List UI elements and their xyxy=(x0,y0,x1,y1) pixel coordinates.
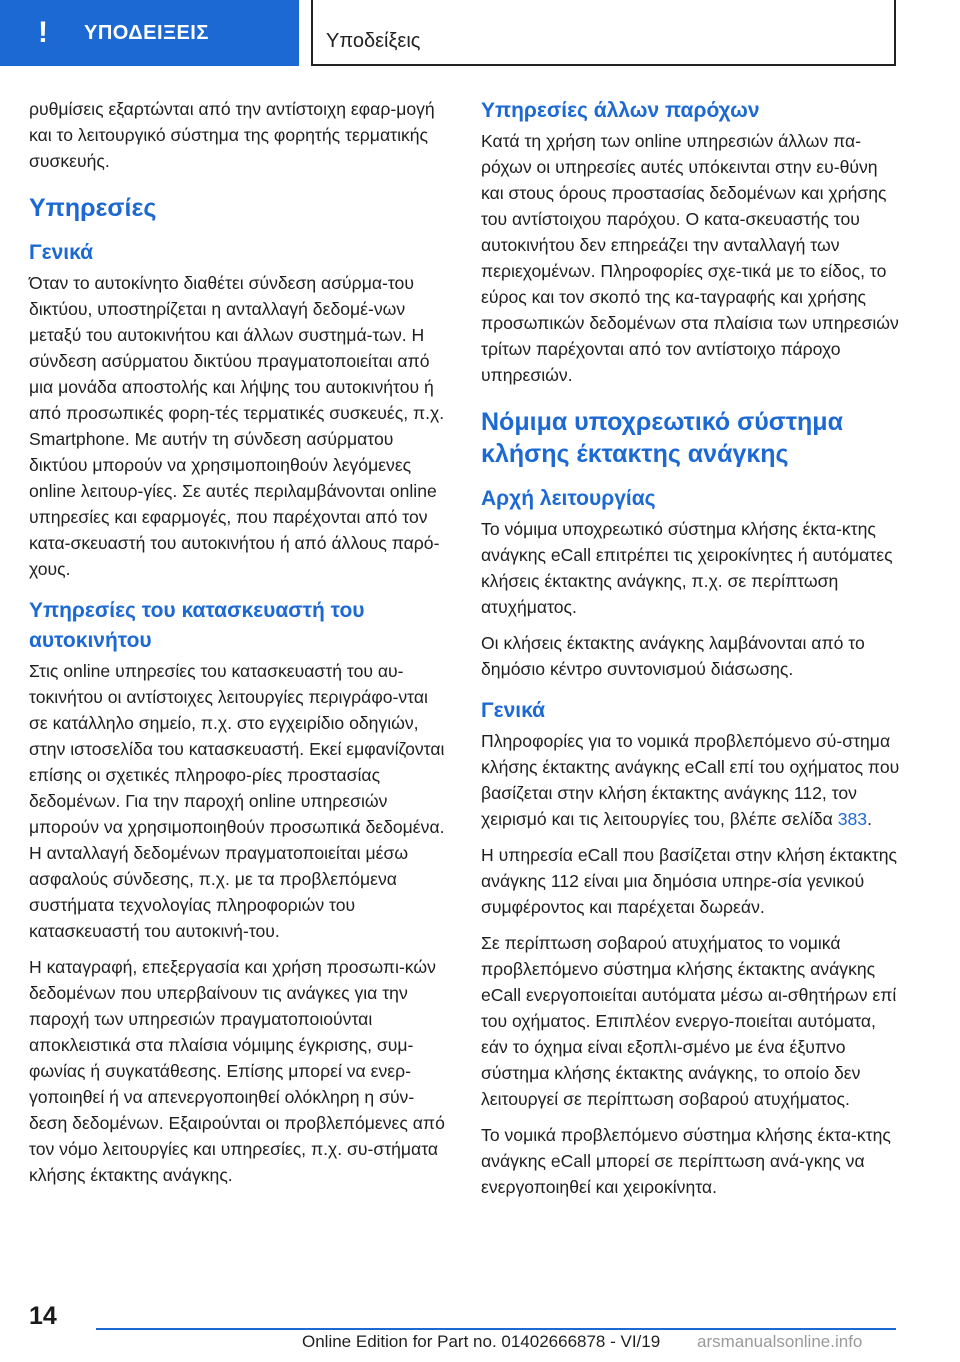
page-number: 14 xyxy=(29,1302,57,1330)
page-reference-link[interactable]: 383 xyxy=(837,809,868,829)
heading-general-ecall: Γενικά xyxy=(481,699,546,722)
heading-services: Υπηρεσίες xyxy=(29,194,157,222)
recording-paragraph: Η καταγραφή, επεξεργασία και χρήση προσωπι-κών δεδομένων που υπερβαίνουν τις ανάγκες για την παροχή των υπηρεσιών πραγματοποιούνται αποκλειστικά στα πλαίσια νόμιμης έγκρισης, συμ-φωνίας ή συγκατάθεσης. Επίσης μπορεί να ενερ-γοποιηθεί ή να απενεργοποιηθεί ολόκληρη η σύν-δεση δεδομένων. Εξαιρούνται οι προβλεπόμενες από τον νόμο λειτουργίες και υπηρεσίες, π.χ. συ-στήματα κλήσης έκτακτης ανάγκης. xyxy=(29,957,445,1185)
general-ecall-text: Πληροφορίες για το νομικά προβλεπόμενο σύ-στημα κλήσης έκτακτης ανάγκης eCall επί του οχήματος που βασίζεται στην κλήση έκτακτης ανάγκης 112, τον χειρισμό και τις λειτουργίες του, βλέπε σελίδα xyxy=(481,731,900,829)
manual-activation-paragraph: Το νομικά προβλεπόμενο σύστημα κλήσης έκτα-κτης ανάγκης eCall μπορεί σε περίπτωση ανά-γκης να ενεργοποιηθεί και χειροκίνητα. xyxy=(481,1125,891,1197)
left-column xyxy=(29,96,447,1198)
heading-general: Γενικά xyxy=(29,241,94,264)
principle-paragraph-2: Οι κλήσεις έκτακτης ανάγκης λαμβάνονται από το δημόσιο κέντρο συντονισμού διάσωσης. xyxy=(481,633,865,679)
general-ecall-end: . xyxy=(867,809,872,829)
general-ecall-paragraph xyxy=(481,728,901,832)
heading-principle: Αρχή λειτουργίας xyxy=(481,487,656,510)
watermark: arsmanualsonline.info xyxy=(697,1332,863,1351)
footer-rule xyxy=(96,1328,896,1330)
manufacturer-paragraph: Στις online υπηρεσίες του κατασκευαστή του αυ-τοκινήτου οι αντίστοιχες λειτουργίες περιγράφο-νται σε κατάλληλο σημείο, π.χ. στο εγχειρίδιο οδηγιών, στην ιστοσελίδα του κατασκευαστή. Εκεί εμφανίζονται επίσης οι σχετικές πληροφο-ρίες προστασίας δεδομένων. Για την παροχή online υπηρεσιών μπορούν να χρησιμοποιηθούν προσωπικά δεδομένα. Η ανταλλαγή δεδομένων πραγματοποιείται μέσω ασφαλούς σύνδεσης, π.χ. με τα προβλεπόμενα συστήματα τεχνολογίας πληροφοριών του κατασκευαστή του αυτοκινή-του. xyxy=(29,661,445,941)
section-badge xyxy=(0,0,299,66)
section-label: ΥΠΟΔΕΙΞΕΙΣ xyxy=(84,21,209,44)
general-paragraph: Όταν το αυτοκίνητο διαθέτει σύνδεση ασύρμα-του δικτύου, υποστηρίζεται η ανταλλαγή δεδομέ-νων μεταξύ του αυτοκινήτου και άλλων συστημά-των. Η σύνδεση ασύρματου δικτύου πραγματοποιείται από μια μονάδα αποστολής και λήψης του αυτοκινήτου ή από προσωπικές φορη-τές τερματικές συσκευές, π.χ. Smartphone. Με αυτήν τη σύνδεση ασύρματου δικτύου μπορούν να χρησιμοποιηθούν λεγόμενες online λειτουρ-γίες. Σε αυτές περιλαμβάνονται online υπηρεσίες και εφαρμογές, που παρέχονται από τον κατα-σκευαστή του αυτοκινήτου ή από άλλους παρό-χους. xyxy=(29,273,445,579)
header-divider xyxy=(311,0,313,66)
right-column xyxy=(481,96,901,1210)
edition-text: Online Edition for Part no. 01402666878 - VI/19 xyxy=(302,1332,661,1351)
header-rule xyxy=(311,64,895,66)
heading-manufacturer-services: Υπηρεσίες του κατασκευαστή του αυτοκινήτου xyxy=(29,599,365,652)
warning-exclamation-icon: ! xyxy=(38,16,48,49)
principle-paragraph-1: Το νόμιμα υποχρεωτικό σύστημα κλήσης έκτα-κτης ανάγκης eCall επιτρέπει τις χειροκίνητες ή αυτόματες κλήσεις έκτακτης ανάγκης, π.χ. σε περίπτωση ατυχήματος. xyxy=(481,519,893,617)
heading-other-providers: Υπηρεσίες άλλων παρόχων xyxy=(481,99,760,122)
accident-paragraph: Σε περίπτωση σοβαρού ατυχήματος το νομικά προβλεπόμενο σύστημα κλήσης έκτακτης ανάγκης eCall ενεργοποιείται αυτόματα μέσω αι-σθητήρων επί του οχήματος. Επιπλέον ενεργο-ποιείται αυτόματα, εάν το όχημα είναι εξοπλι-σμένο με ένα έξυπνο σύστημα κλήσης έκτακτης ανάγκης, το οποίο δεν λειτουργεί σε περίπτωση σοβαρού ατυχήματος. xyxy=(481,933,897,1109)
heading-ecall-system: Νόμιμα υποχρεωτικό σύστημα κλήσης έκτακτης ανάγκης xyxy=(481,408,843,468)
header-rule-right xyxy=(894,0,896,66)
page-header xyxy=(0,0,960,66)
public-service-paragraph: Η υπηρεσία eCall που βασίζεται στην κλήση έκτακτης ανάγκης 112 είναι μια δημόσια υπηρε-σία γενικού συμφέροντος και παρέχεται δωρεάν. xyxy=(481,845,898,917)
chapter-title: Υποδείξεις xyxy=(326,30,421,52)
other-providers-paragraph: Κατά τη χρήση των online υπηρεσιών άλλων πα-ρόχων οι υπηρεσίες αυτές υπόκεινται στην ευ-θύνη και στους όρους προστασίας δεδομένων και χρήσης του αντίστοιχου παρόχου. Ο κατα-σκευαστής του αυτοκινήτου δεν επηρεάζει την ανταλλαγή των περιεχομένων. Πληροφορίες σχε-τικά με το είδος, το εύρος και τον σκοπό της κα-ταγραφής και χρήσης προσωπικών δεδομένων στα πλαίσια των υπηρεσιών τρίτων παρέχονται από τον αντίστοιχο πάροχο υπηρεσιών. xyxy=(481,131,899,385)
intro-paragraph: ρυθμίσεις εξαρτώνται από την αντίστοιχη εφαρ-μογή και το λειτουργικό σύστημα της φορητής τερματικής συσκευής. xyxy=(29,99,435,171)
